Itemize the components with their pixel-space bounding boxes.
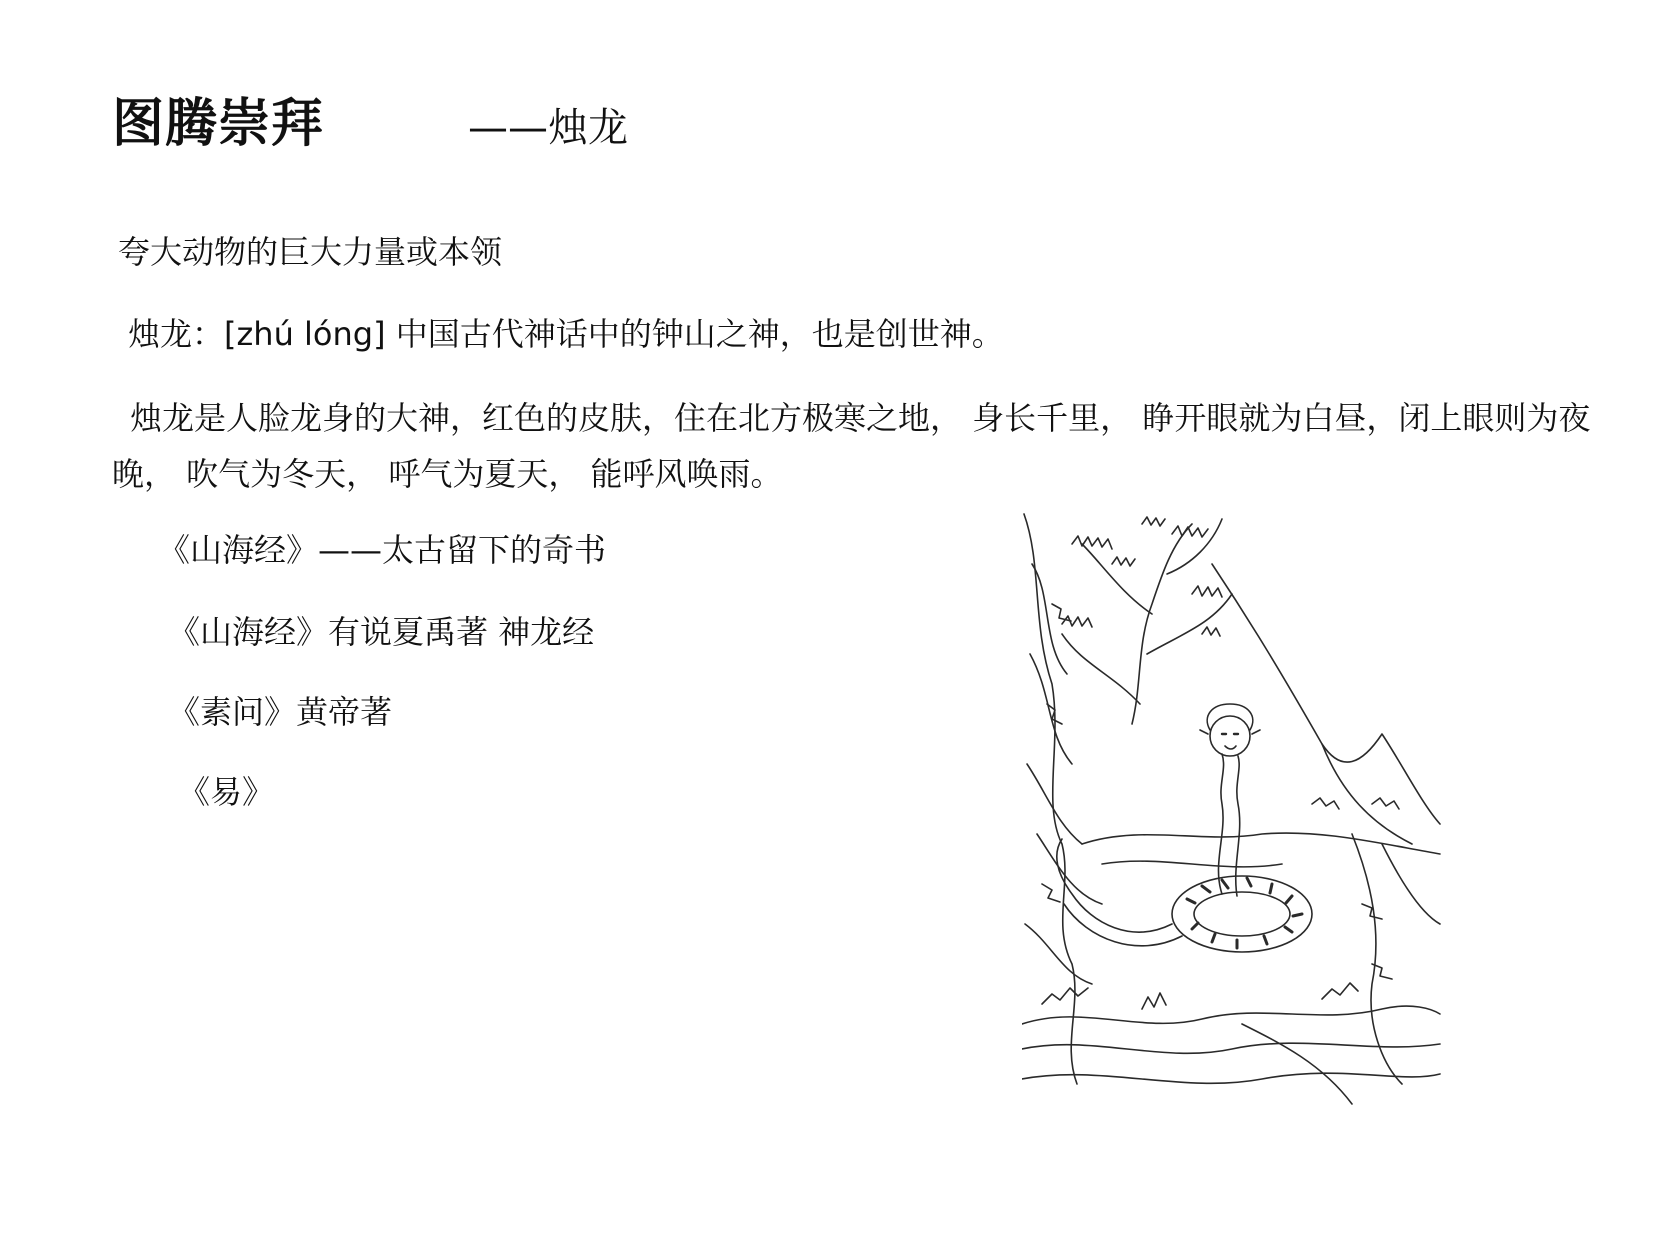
page-subtitle: ——烛龙 <box>468 105 628 151</box>
book-item: 《易》 <box>178 773 275 811</box>
book-item: 《山海经》——太古留下的奇书 <box>158 531 607 569</box>
torch-dragon-illustration <box>1022 504 1442 1116</box>
description-paragraph: 烛龙是人脸龙身的大神，红色的皮肤，住在北方极寒之地， 身长千里， 睁开眼就为白昼，闭上眼则为夜晚， 吹气为冬天， 呼气为夏天， 能呼风唤雨。 <box>112 399 1591 493</box>
cliff-line <box>1024 514 1077 1084</box>
snake-neck <box>1218 754 1223 894</box>
page-title: 图腾崇拜 <box>112 94 325 154</box>
book-item: 《素问》黄帝著 <box>168 693 393 731</box>
book-item: 《山海经》有说夏禹著 神龙经 <box>168 613 595 651</box>
tree-trunk <box>1132 524 1192 724</box>
snake-coil-outer <box>1172 876 1312 952</box>
mountain-line <box>1212 564 1440 824</box>
intro-line: 夸大动物的巨大力量或本领 <box>118 233 503 271</box>
definition-line: 烛龙：[zhú lóng] 中国古代神话中的钟山之神，也是创世神。 <box>128 315 1004 353</box>
snake-coil-inner <box>1194 892 1290 936</box>
dragon-face <box>1210 716 1250 756</box>
